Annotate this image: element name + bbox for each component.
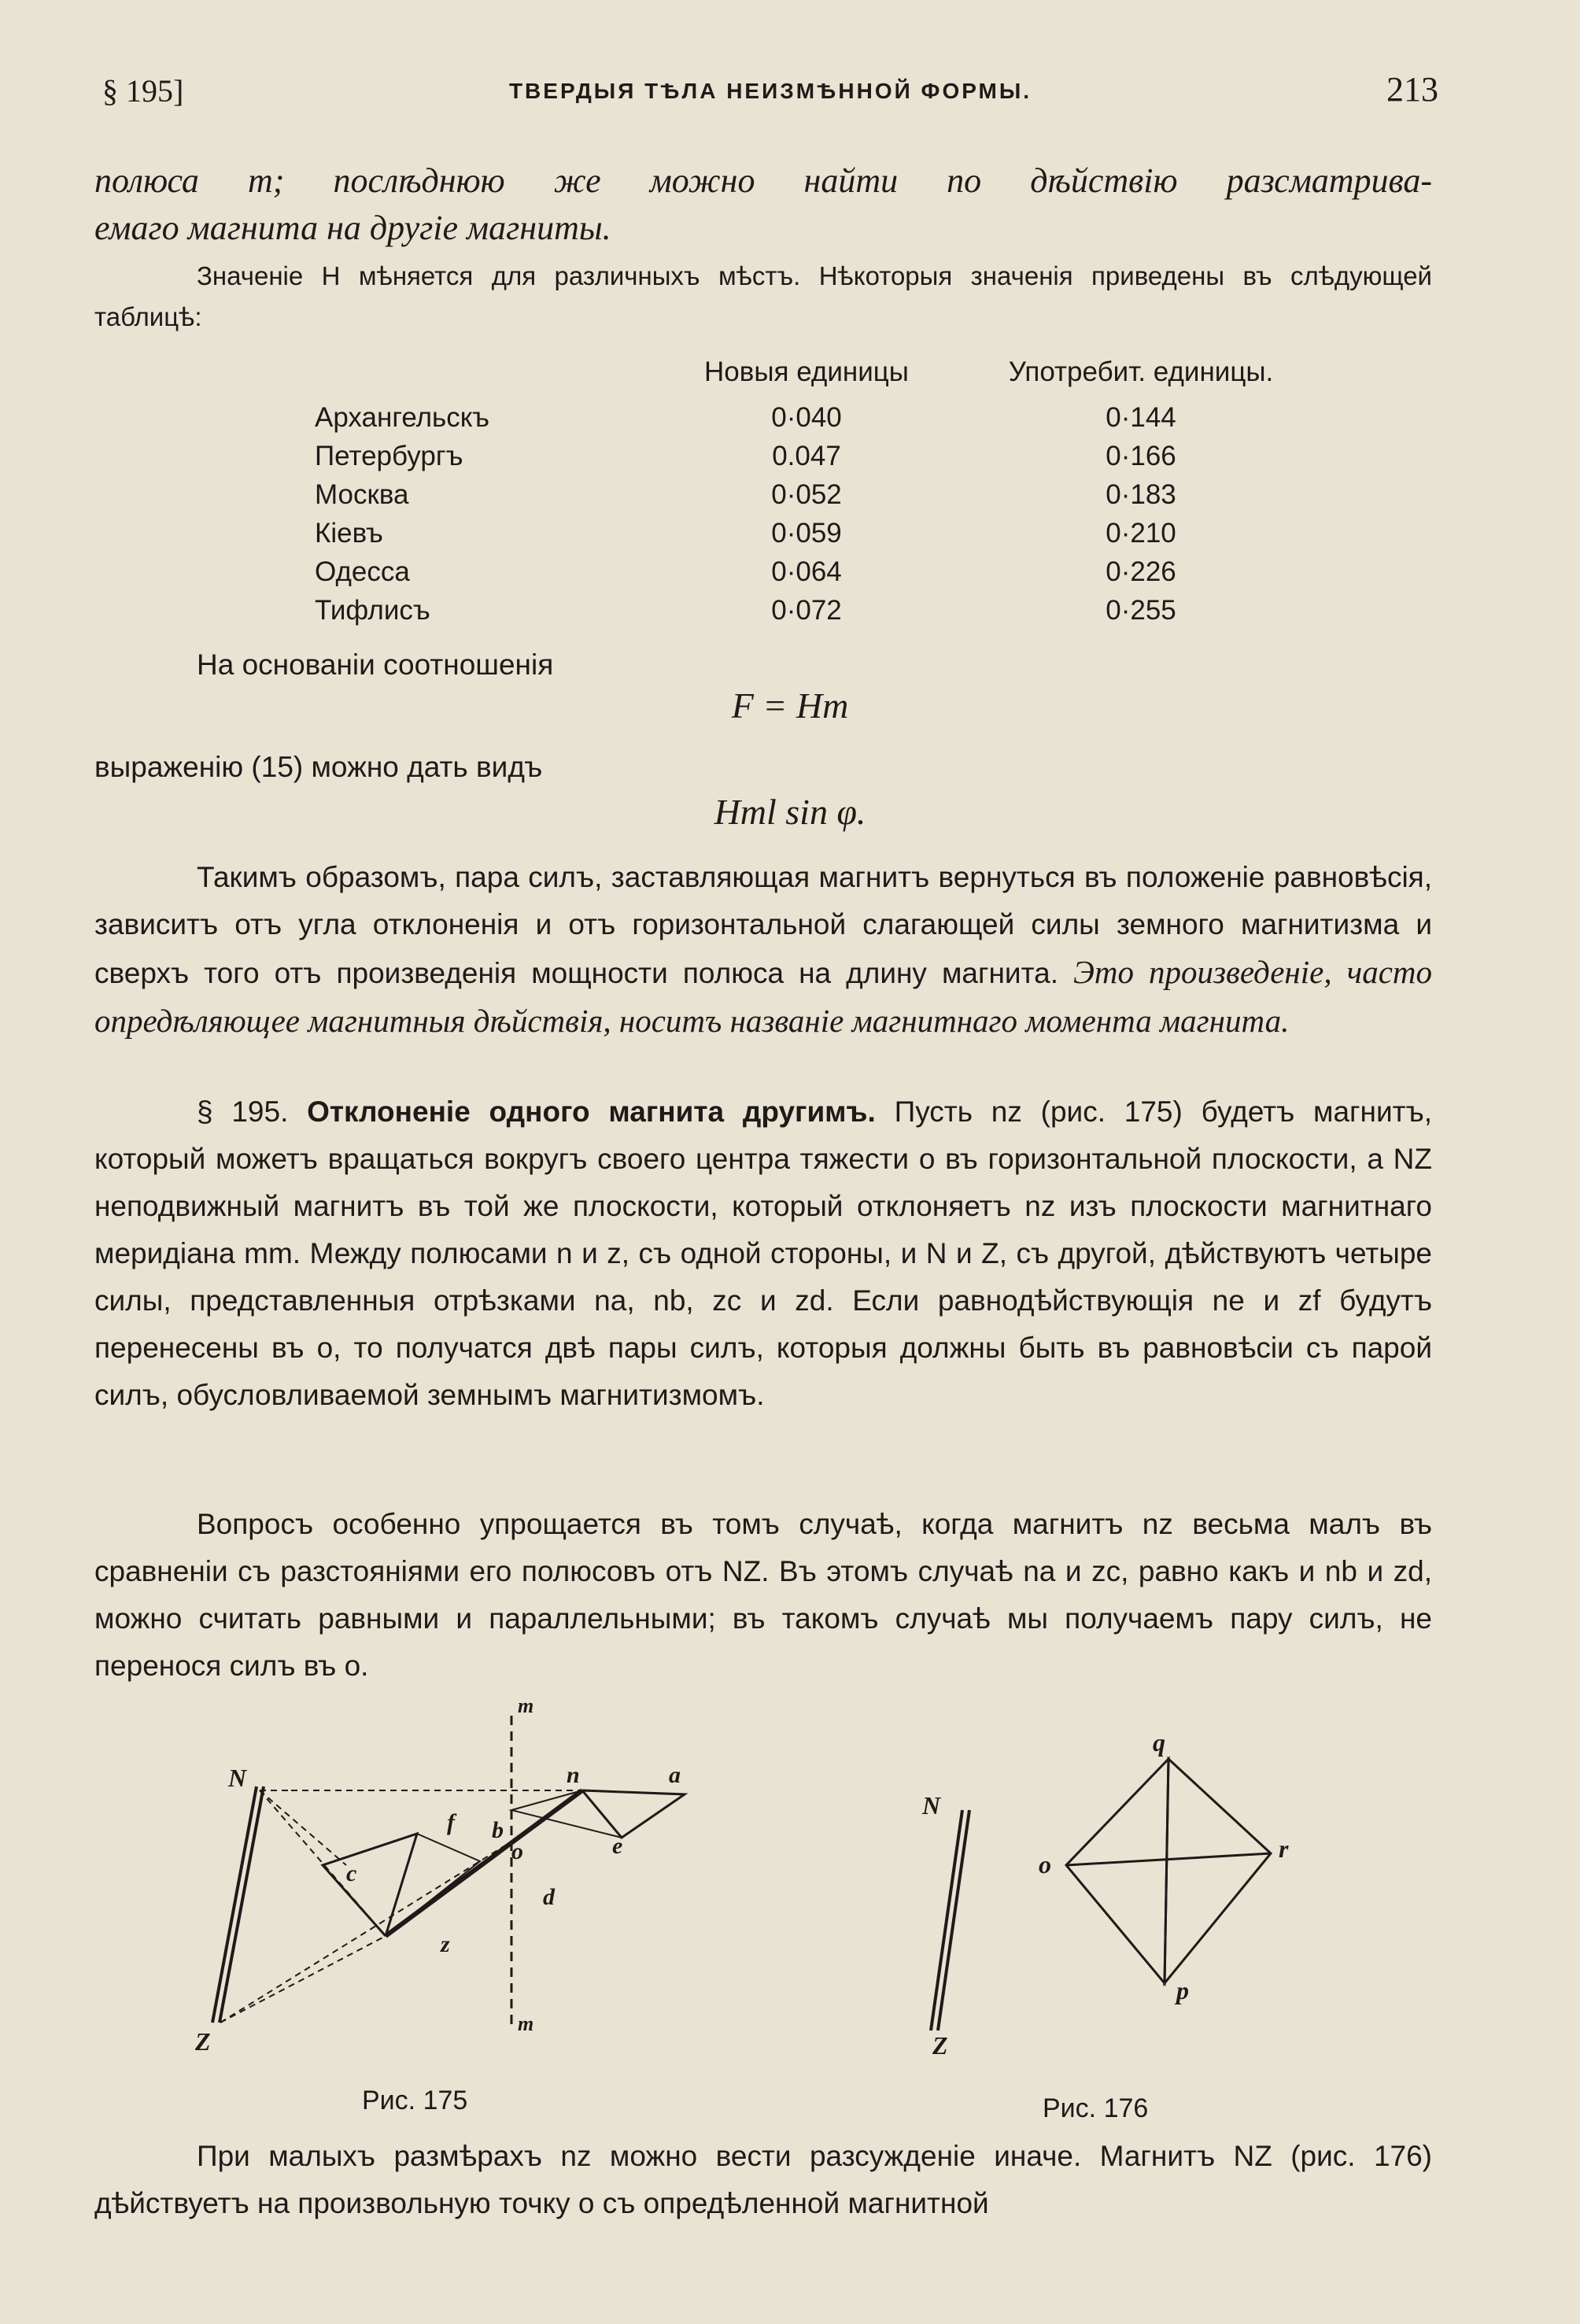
- label-q: q: [1153, 1728, 1165, 1757]
- label-N: N: [922, 1791, 941, 1820]
- label-o: o: [511, 1838, 523, 1864]
- header-section-ref: § 195]: [102, 73, 184, 109]
- paragraph-moment-italic: Это произведеніе, часто опредѣляющее магнитныя дѣйствія, носитъ названіе магнитнаго момента магнита.: [94, 954, 1432, 1039]
- label-a: a: [669, 1762, 681, 1788]
- caption-176: Рис. 176: [1043, 2093, 1149, 2123]
- header-title: ТВЕРДЫЯ ТѢЛА НЕИЗМѢННОЙ ФОРМЫ.: [508, 79, 1032, 103]
- section-title: Отклоненіе одного магнита другимъ.: [307, 1095, 876, 1128]
- basis-text: На основаніи соотношенія: [197, 648, 554, 681]
- expression-text: выраженію (15) можно дать видъ: [94, 751, 543, 783]
- intro-line-2: емаго магнита на другіе магниты.: [94, 209, 611, 247]
- running-header: [102, 72, 1438, 120]
- label-p: p: [1176, 1976, 1189, 2004]
- section-number: § 195.: [197, 1095, 289, 1128]
- intro-line-1: полюса m; послѣднюю же можно найти по дѣйствію разсматрива-: [94, 161, 1432, 200]
- table-row: [315, 398, 1338, 437]
- label-c: c: [346, 1860, 357, 1886]
- label-b: b: [492, 1817, 504, 1843]
- page-number: 213: [1386, 70, 1438, 109]
- label-e: e: [612, 1833, 623, 1859]
- table-cell: 0·064: [771, 556, 842, 587]
- section-195: [94, 1088, 1432, 1419]
- label-N: N: [228, 1764, 247, 1792]
- force-triangle-n: [582, 1790, 685, 1838]
- table-cell: 0·226: [1106, 556, 1176, 587]
- label-m-bottom: m: [518, 2012, 534, 2035]
- label-Z: Z: [932, 2031, 948, 2060]
- figure-176: [897, 1716, 1338, 2062]
- label-r: r: [1279, 1834, 1289, 1863]
- table-cell: 0·166: [1106, 440, 1176, 471]
- table-cell: Одесса: [315, 556, 410, 587]
- dash-N-c: [260, 1790, 346, 1865]
- paragraph-simplification: Вопросъ особенно упрощается въ томъ случаѣ, когда магнитъ nz весьма малъ въ сравненіи съ разстояніями его полюсовъ отъ NZ. Въ этомъ случаѣ na и zc, равно какъ и nb и zd, можно считать равными и параллельными; въ такомъ случаѣ мы получаемъ пару силъ, не перенося силъ въ o.: [94, 1508, 1432, 1682]
- dash-Z-z: [220, 1936, 386, 2023]
- table-cell: 0·255: [1106, 594, 1176, 626]
- table-cell: 0·072: [771, 594, 842, 626]
- table-cell: Тифлисъ: [315, 594, 430, 626]
- paragraph-moment: [94, 854, 1432, 1046]
- magnet-nz: [386, 1790, 582, 1936]
- magnet-NZ-edge: [220, 1786, 264, 2023]
- table-intro-text: Значеніе H мѣняется для различныхъ мѣстъ. Нѣкоторыя значенія приведены въ слѣдующей таблицѣ:: [94, 261, 1432, 331]
- label-z: z: [441, 1931, 450, 1957]
- table-row: [315, 437, 1338, 475]
- table-cell: Кіевъ: [315, 517, 383, 549]
- paragraph-moment-text: Такимъ образомъ, пара силъ, заставляющая магнитъ вернуться въ положеніе равновѣсія, зависитъ отъ угла отклоненія и отъ горизонтальной слагающей силы земного магнитизма и сверхъ того отъ произведенія мощности полюса на длину магнита.: [94, 861, 1432, 989]
- table-cell: 0·183: [1106, 478, 1176, 510]
- table-cell: Москва: [315, 478, 409, 510]
- table-row: [315, 475, 1338, 514]
- table-header-row: [315, 354, 1338, 398]
- table-cell: 0·059: [771, 517, 842, 549]
- label-m-top: m: [518, 1694, 534, 1717]
- figure-175: [181, 1692, 732, 2054]
- table-cell: 0·040: [771, 401, 842, 433]
- field-values-table: [315, 354, 1338, 630]
- table-row: [315, 591, 1338, 630]
- table-cell: 0.047: [772, 440, 841, 471]
- label-f: f: [447, 1809, 455, 1835]
- force-zd-zf: [386, 1834, 480, 1936]
- magnet-NZ-edge: [938, 1810, 969, 2030]
- label-Z: Z: [195, 2027, 211, 2054]
- table-header-cell: Новыя единицы: [704, 357, 909, 387]
- label-n: n: [567, 1762, 580, 1788]
- caption-175: Рис. 175: [362, 2086, 468, 2115]
- label-o: o: [1039, 1850, 1051, 1879]
- resultant-or: [1066, 1853, 1271, 1865]
- magnet-NZ: [931, 1810, 962, 2030]
- formula-f-hm: F = Hm: [731, 685, 849, 726]
- magnet-NZ: [212, 1786, 257, 2023]
- section-text: Пусть nz (рис. 175) будетъ магнитъ, который можетъ вращаться вокругъ своего центра тяжести o въ горизонтальной плоскости, а NZ неподвижный магнитъ въ той же плоскости, который отклоняетъ nz изъ плоскости магнитнаго меридіана mm. Между полюсами n и z, съ одной стороны, и N и Z, съ другой, дѣйствуютъ четыре силы, представленныя отрѣзками na, nb, zc и zd. Если равнодѣйствующія ne и zf будутъ перенесены въ o, то получатся двѣ пары силъ, которыя должны быть въ равновѣсіи съ парой силъ, обусловливаемой земнымъ магнитизмомъ.: [94, 1095, 1432, 1411]
- table-header-cell: [315, 354, 669, 398]
- formula-moment: Hml sin φ.: [714, 792, 866, 832]
- table-header-cell: Употребит. единицы.: [1008, 357, 1274, 387]
- table-row: [315, 552, 1338, 591]
- table-cell: Архангельскъ: [315, 401, 489, 433]
- final-paragraph: При малыхъ размѣрахъ nz можно вести разсужденіе иначе. Магнитъ NZ (рис. 176) дѣйствуетъ на произвольную точку o съ опредѣленной магнитной: [94, 2140, 1432, 2219]
- dash-Z-o: [220, 1842, 511, 2023]
- table-cell: 0·052: [771, 478, 842, 510]
- intro-italic-text: [94, 157, 1432, 252]
- label-d: d: [543, 1884, 555, 1910]
- table-cell: 0·144: [1106, 401, 1176, 433]
- force-triangle-qop: [1066, 1759, 1168, 1983]
- table-row: [315, 514, 1338, 552]
- force-triangle-qrp: [1165, 1759, 1271, 1983]
- table-cell: 0·210: [1106, 517, 1176, 549]
- table-cell: Петербургъ: [315, 440, 463, 471]
